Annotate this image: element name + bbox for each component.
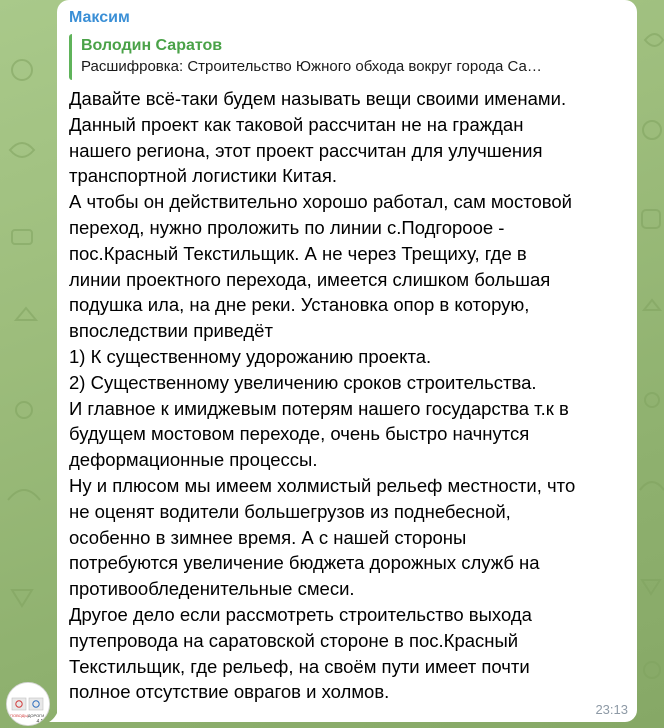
reply-author: Володин Саратов xyxy=(81,37,223,54)
sender-avatar[interactable] xyxy=(6,682,50,726)
message-bubble[interactable] xyxy=(57,0,637,722)
message-line: путепровода на саратовской стороне в пос.Красный xyxy=(69,629,519,651)
message-line: противообледенительные смеси. xyxy=(69,578,355,600)
message-line: переход, нужно проложить по линии с.Подгороое - xyxy=(69,216,505,238)
message-line: потребуются увеличение бюджета дорожных служб на xyxy=(69,552,540,574)
message-line: линии проектного перехода, имеется слишком большая xyxy=(69,268,551,290)
message-line: нашего региона, этот проект рассчитан для улучшения xyxy=(69,139,543,161)
reply-quote[interactable] xyxy=(69,34,625,80)
message-line: И главное к имиджевым потерям нашего государства т.к в xyxy=(69,397,569,419)
message-line: Текстильщик, где рельеф, на своём пути имеет почти xyxy=(69,655,530,677)
message-line: будущем мостовом переходе, очень быстро начнутся xyxy=(69,423,530,445)
message-line: Данный проект как таковой рассчитан не на граждан xyxy=(69,113,524,135)
avatar-label-top: ПОВОДЫ xyxy=(10,713,28,718)
avatar-rating: 4.5 xyxy=(36,719,44,725)
message-line: Другое дело если рассмотреть строительство выхода xyxy=(69,603,532,625)
message-text xyxy=(69,86,625,705)
channel-avatar-icon xyxy=(7,683,49,725)
message-time: 23:13 xyxy=(595,702,628,717)
message-line: полное отсутствие оврагов и холмов. xyxy=(69,681,390,703)
message-line: подушка ила, на дне реки. Установка опор в которую, xyxy=(69,294,530,316)
message-line: особенно в зимнее время. А с нашей стороны xyxy=(69,526,467,548)
message-line: Давайте всё-таки будем называть вещи своими именами. xyxy=(69,88,567,109)
message-line: впоследствии приведёт xyxy=(69,320,273,342)
avatar-label-mid: ДОРОГИ xyxy=(27,713,45,718)
sender-name[interactable]: Максим xyxy=(69,9,130,26)
reply-text: Расшифровка: Строительство Южного обхода вокруг города Са… xyxy=(81,58,542,75)
message-line: 1) К существенному удорожанию проекта. xyxy=(69,345,432,367)
message-line: А чтобы он действительно хорошо работал, сам мостовой xyxy=(69,191,572,213)
message-line: Ну и плюсом мы имеем холмистый рельеф местности, что xyxy=(69,474,576,496)
message-line: деформационные процессы. xyxy=(69,449,318,471)
message-line: 2) Существенному увеличению сроков строительства. xyxy=(69,371,537,393)
message-line: транспортной логистики Китая. xyxy=(69,165,337,187)
message-line: пос.Красный Текстильщик. А не через Трещиху, где в xyxy=(69,242,527,264)
message-line: не оценят водители большегрузов из поднебесной, xyxy=(69,500,511,522)
